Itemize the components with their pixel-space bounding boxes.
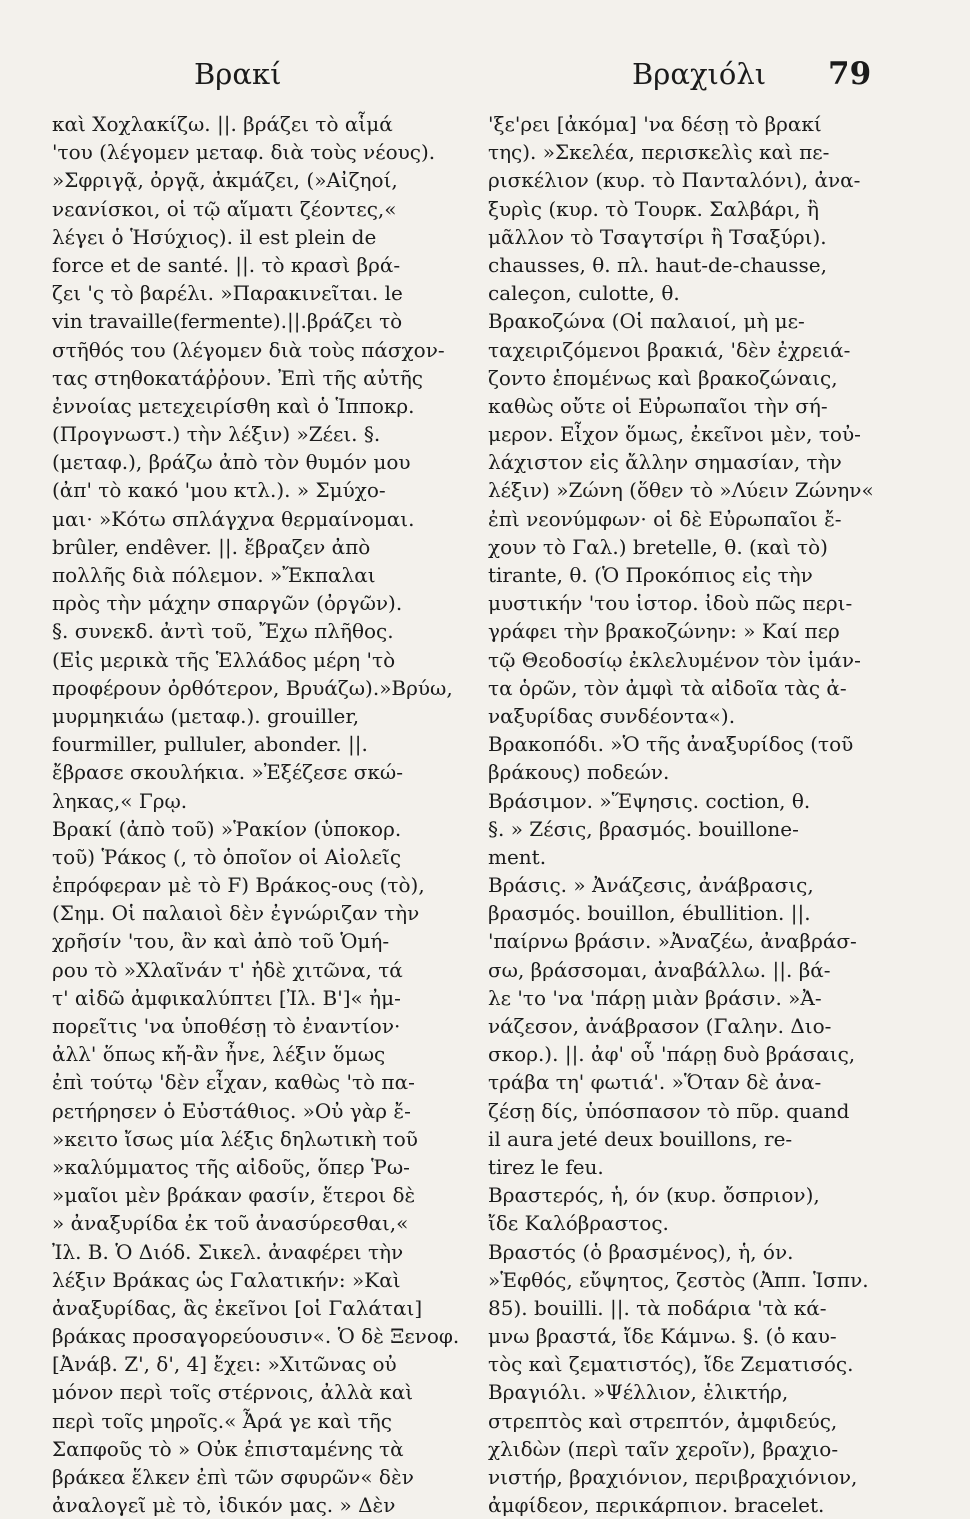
text-line: Βρακί (ἀπὸ τοῦ) »Ῥακίον (ὑποκορ. xyxy=(52,816,402,841)
text-line: brûler, endêver. ||. ἔβραζεν ἀπὸ xyxy=(52,534,371,559)
text-line: (Εἰς μερικὰ τῆς Ἑλλάδος μέρη 'τὸ xyxy=(52,647,396,672)
text-line: μυστικήν 'του ἱστορ. ἰδοὺ πῶς περι- xyxy=(488,591,853,616)
text-line: στῆθός του (λέγομεν διὰ τοὺς πάσχον- xyxy=(52,337,445,362)
text-line: ζέσῃ δίς, ὑπόσπασον τὸ πῦρ. quand xyxy=(488,1098,850,1123)
text-line: 'του (λέγομεν μεταφ. διὰ τοὺς νέους). xyxy=(52,140,436,165)
text-line: 'ξε'ρει [ἀκόμα] 'να δέσῃ τὸ βρακί xyxy=(488,112,822,136)
text-line: ἴδε Καλόβραστος. xyxy=(488,1211,669,1236)
text-line: τῷ Θεοδοσίῳ ἐκλελυμένον τὸν ἱμάν- xyxy=(488,647,861,672)
text-line: βράκας προσαγορεύουσιν«. Ὁ δὲ Ξενοφ. xyxy=(52,1324,460,1349)
text-line: »κειτο ἴσως μία λέξις δηλωτικὴ τοῦ xyxy=(52,1126,418,1151)
text-line: μερον. Εἶχον ὅμως, ἐκεῖνοι μὲν, τοὐ- xyxy=(488,422,861,447)
text-line: περὶ τοῖς μηροῖς.« Ἆρά γε καὶ τῆς xyxy=(52,1408,392,1433)
text-line: §. συνεκδ. ἀντὶ τοῦ, Ἔχω πλῆθος. xyxy=(52,619,394,644)
text-line: Σαπφοῦς τὸ » Οὐκ ἐπισταμένης τὰ xyxy=(52,1436,404,1461)
text-line: il aura jeté deux bouillons, re- xyxy=(488,1126,793,1151)
text-line: vin travaille(fermente).||.βράζει τὸ xyxy=(52,309,403,334)
text-line: στρεπτὸς καὶ στρεπτόν, ἀμφιδεύς, xyxy=(488,1408,838,1433)
text-line: 85). bouilli. ||. τὰ ποδάρια 'τὰ κά- xyxy=(488,1295,827,1320)
text-line: βράκους) ποδεών. xyxy=(488,760,670,785)
text-line: tirez le feu. xyxy=(488,1154,604,1179)
text-line: ζοντο ἑπομένως καὶ βρακοζώναις, xyxy=(488,365,838,390)
text-line: (μεταφ.), βράζω ἀπὸ τὸν θυμόν μου xyxy=(52,450,411,475)
left-column xyxy=(52,110,462,1519)
text-line: ἀμφίδεον, περικάρπιον. bracelet. xyxy=(488,1493,825,1518)
text-line: της). »Σκελέα, περισκελὶς καὶ πε- xyxy=(488,140,830,165)
text-line: ἀλλ' ὅπως κἤ-ἂν ἦνε, λέξιν ὅμως xyxy=(52,1042,386,1067)
text-line: fourmiller, pulluler, abonder. ||. xyxy=(52,732,368,757)
text-line: ἐπὶ νεονύμφων· οἱ δὲ Εὐρωπαῖοι ἔ- xyxy=(488,506,842,531)
text-line: ἔβρασε σκουλήκια. »Ἐξέζεσε σκώ- xyxy=(52,760,403,785)
text-line: τὸς καὶ ζεματιστός), ἴδε Ζεματισός. xyxy=(488,1352,854,1377)
text-line: caleçon, culotte, θ. xyxy=(488,281,680,306)
text-line: τας στηθοκατάῤῥουν. Ἐπὶ τῆς αὐτῆς xyxy=(52,365,423,390)
text-line: μνω βραστά, ἴδε Κάμνω. §. (ὁ καυ- xyxy=(488,1324,837,1349)
text-line: ἐπὶ τούτῳ 'δὲν εἶχαν, καθὼς 'τὸ πα- xyxy=(52,1070,415,1095)
text-line: λέγει ὁ Ἡσύχιος). il est plein de xyxy=(52,224,377,249)
text-line: βράκεα ἕλκεν ἐπὶ τῶν σφυρῶν« δὲν xyxy=(52,1465,414,1489)
text-line: μυρμηκιάω (μεταφ.). grouiller, xyxy=(52,703,360,728)
text-line: νιστήρ, βραχιόνιον, περιβραχιόνιον, xyxy=(488,1465,858,1489)
right-column xyxy=(488,110,876,1519)
text-line: μόνον περὶ τοῖς στέρνοις, ἀλλὰ καὶ xyxy=(52,1380,414,1405)
text-line: »Ἑφθός, εὔψητος, ζεστὸς (Ἀππ. Ἱσπν. xyxy=(488,1267,869,1292)
text-line: λε 'το 'να 'πάρῃ μιὰν βράσιν. »Ἀ- xyxy=(488,985,822,1010)
text-line: »καλύμματος τῆς αἰδοῦς, ὅπερ Ῥω- xyxy=(52,1154,410,1179)
text-line: πορεῖτις 'να ὑποθέσῃ τὸ ἐναντίον· xyxy=(52,1014,401,1038)
text-line: ἐννοίας μετεχειρίσθη καὶ ὁ Ἱπποκρ. xyxy=(52,393,415,418)
text-line: σκορ.). ||. ἀφ' οὗ 'πάρῃ δυὸ βράσαις, xyxy=(488,1042,856,1067)
text-line: ρου τὸ »Χλαῖνάν τ' ἠδὲ χιτῶνα, τά xyxy=(52,957,403,982)
text-line: ρετήρησεν ὁ Εὐστάθιος. »Οὐ γὰρ ἔ- xyxy=(52,1098,411,1123)
text-line: προφέρουν ὀρθότερον, Βρυάζω).»Βρύω, xyxy=(52,675,453,700)
text-line: σω, βράσσομαι, ἀναβάλλω. ||. βά- xyxy=(488,957,831,982)
page-number: 79 xyxy=(828,56,872,92)
text-line: Βραστερός, ἡ, όν (κυρ. ὄσπριον), xyxy=(488,1183,820,1208)
text-line: καθὼς οὔτε οἱ Εὐρωπαῖοι τὴν σή- xyxy=(488,393,828,418)
text-line: Βρακοζώνα (Οἱ παλαιοί, μὴ με- xyxy=(488,309,805,334)
text-line: Ἰλ. Β. Ὁ Διόδ. Σικελ. ἀναφέρει τὴν xyxy=(52,1239,404,1264)
text-line: μᾶλλον τὸ Τσαγτσίρι ἢ Τσαξύρι). xyxy=(488,224,827,249)
text-line: (Προγνωστ.) τὴν λέξιν) »Ζέει. §. xyxy=(52,422,381,447)
header-right-guide-word: Βραχιόλι xyxy=(632,57,767,91)
text-line: βρασμός. bouillon, ébullition. ||. xyxy=(488,901,811,926)
text-line: ξυρὶς (κυρ. τὸ Τουρκ. Σαλβάρι, ἢ xyxy=(488,196,819,221)
text-line: πρὸς τὴν μάχην σπαργῶν (ὀργῶν). xyxy=(52,591,403,616)
text-line: §. » Ζέσις, βρασμός. bouillone- xyxy=(488,816,799,841)
text-line: Βράσιμον. »Ἕψησις. coction, θ. xyxy=(488,788,811,813)
text-line: ρισκέλιον (κυρ. τὸ Πανταλόνι), ἀνα- xyxy=(488,168,861,193)
text-line: νεανίσκοι, οἱ τῷ αἵματι ζέοντες,« xyxy=(52,196,397,221)
text-line: ἐπρόφεραν μὲ τὸ F) Βράκος-ους (τὸ), xyxy=(52,873,425,898)
text-line: λέξιν Βράκας ὡς Γαλατικήν: »Καὶ xyxy=(52,1267,401,1292)
text-line: Βραστός (ὁ βρασμένος), ἡ, όν. xyxy=(488,1239,794,1264)
text-line: χλιδὼν (περὶ ταῖν χεροῖν), βραχιο- xyxy=(488,1436,839,1461)
text-line: λάχιστον εἰς ἄλλην σημασίαν, τὴν xyxy=(488,450,842,475)
text-line: ἀναξυρίδας, ἃς ἐκεῖνοι [οἱ Γαλάται] xyxy=(52,1295,423,1320)
text-line: καὶ Χοχλακίζω. ||. βράζει τὸ αἷμά xyxy=(52,112,393,136)
text-line: ment. xyxy=(488,844,547,869)
text-line: Βρακοπόδι. »Ὁ τῆς ἀναξυρίδος (τοῦ xyxy=(488,732,854,757)
text-line: tirante, θ. (Ὁ Προκόπιος εἰς τὴν xyxy=(488,563,813,587)
text-line: Βράσις. » Ἀνάζεσις, ἀνάβρασις, xyxy=(488,873,814,898)
text-line: νάζεσον, ἀνάβρασον (Γαλην. Διο- xyxy=(488,1014,832,1038)
text-line: χουν τὸ Γαλ.) bretelle, θ. (καὶ τὸ) xyxy=(488,534,828,559)
text-line: τα ὁρῶν, τὸν ἀμφὶ τὰ αἰδοῖα τὰς ἀ- xyxy=(488,675,847,700)
text-line: ληκας,« Γρῳ. xyxy=(52,788,188,813)
text-line: (ἀπ' τὸ κακό 'μου κτλ.). » Σμύχο- xyxy=(52,478,386,503)
header-left-guide-word: Βρακί xyxy=(194,57,282,91)
text-line: force et de santé. ||. τὸ κρασὶ βρά- xyxy=(52,252,401,277)
text-line: μαι· »Κότω σπλάγχνα θερμαίνομαι. xyxy=(52,506,415,531)
text-line: πολλῆς διὰ πόλεμον. »Ἔκπαλαι xyxy=(52,563,376,587)
text-line: [Ἀνάβ. Ζ', δ', 4] ἔχει: »Χιτῶνας οὐ xyxy=(52,1352,397,1377)
text-line: 'παίρνω βράσιν. »Ἀναζέω, ἀναβράσ- xyxy=(488,929,857,954)
text-line: ταχειριζόμενοι βρακιά, 'δὲν ἐχρειά- xyxy=(488,337,851,362)
text-line: (Σημ. Οἱ παλαιοὶ δὲν ἐγνώριζαν τὴν xyxy=(52,901,420,926)
text-line: τράβα τη' φωτιά'. »Ὅταν δὲ ἀνα- xyxy=(488,1070,822,1095)
text-line: ναξυρίδας συνδέοντα«). xyxy=(488,703,736,728)
text-line: ζει 'ς τὸ βαρέλι. »Παρακινεῖται. le xyxy=(52,281,403,306)
text-line: τ' αἰδῶ ἀμφικαλύπτει [Ἰλ. Β']« ἠμ- xyxy=(52,985,401,1010)
text-line: γράφει τὴν βρακοζώνην: » Καί περ xyxy=(488,619,840,644)
text-line: Βραγιόλι. »Ψέλλιον, ἑλικτήρ, xyxy=(488,1380,789,1405)
text-line: χρῆσίν 'του, ἂν καὶ ἀπὸ τοῦ Ὁμή- xyxy=(52,929,390,954)
text-line: chausses, θ. πλ. haut-de-chausse, xyxy=(488,252,828,277)
text-line: ἀναλογεῖ μὲ τὸ, ἰδικόν μας. » Δὲν xyxy=(52,1493,396,1518)
text-line: » ἀναξυρίδα ἐκ τοῦ ἀνασύρεσθαι,« xyxy=(52,1211,409,1236)
text-line: »Σφριγᾷ, ὀργᾷ, ἀκμάζει, (»Αἰζηοί, xyxy=(52,168,398,193)
text-line: λέξιν) »Ζώνη (ὅθεν τὸ »Λύειν Ζώνην« xyxy=(488,478,874,503)
text-line: »μαῖοι μὲν βράκαν φασίν, ἕτεροι δὲ xyxy=(52,1183,416,1208)
text-line: τοῦ) Ῥάκος (, τὸ ὁποῖον οἱ Αἰολεῖς xyxy=(52,844,402,869)
